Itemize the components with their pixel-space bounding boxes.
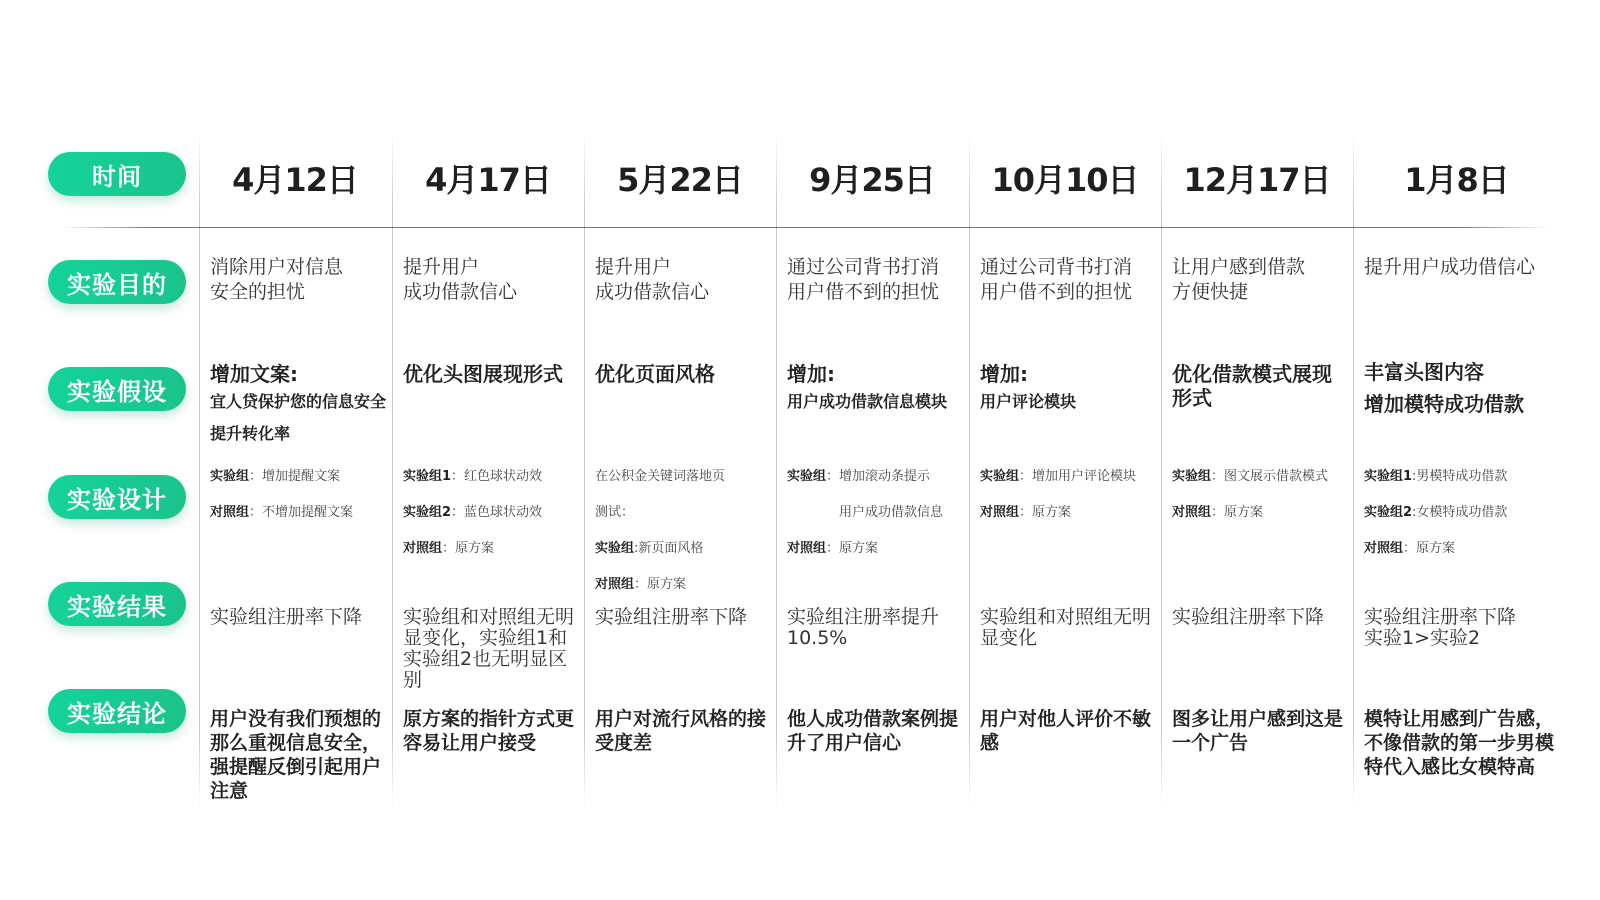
design-line: [403, 537, 494, 556]
design-line: [210, 465, 340, 484]
conclusion-text: 模特让用感到广告感，不像借款的第一步男模特代入感比女模特高: [1364, 708, 1555, 778]
design-group-text: ：图文展示借款模式: [1211, 469, 1329, 484]
purpose-text: 让用户感到借款 方便快捷: [1172, 256, 1306, 303]
row-label-time: 时间: [48, 152, 186, 196]
design-group-label: 实验组: [210, 469, 250, 484]
date-header: 1月8日: [1404, 161, 1509, 199]
conclusion-text: 用户没有我们预想的那么重视信息安全，强提醒反倒引起用户注意: [210, 708, 382, 802]
hypothesis-title: 丰富头图内容 增加模特成功借款: [1364, 360, 1524, 416]
design-group-label: 实验组2: [1364, 505, 1413, 520]
design-group-text: ：原方案: [826, 541, 879, 556]
design-line: [403, 501, 542, 520]
design-group-label: 对照组: [210, 505, 250, 520]
design-line: [787, 465, 930, 484]
column-divider: [392, 130, 393, 810]
design-group-label: 对照组: [1364, 541, 1404, 556]
design-line: [1172, 465, 1328, 484]
design-line: [980, 501, 1071, 520]
design-group-label: 实验组: [595, 541, 635, 556]
design-line: [1364, 537, 1455, 556]
purpose-text: 消除用户对信息 安全的担忧: [210, 256, 344, 303]
design-line: [980, 465, 1136, 484]
design-group-label: 对照组: [980, 505, 1020, 520]
design-group-label: 对照组: [595, 577, 635, 592]
purpose-text: 通过公司背书打消 用户借不到的担忧: [980, 256, 1133, 303]
design-group-text: ：原方案: [1019, 505, 1072, 520]
design-group-text: ：原方案: [1211, 505, 1264, 520]
design-group-text: ：蓝色球状动效: [451, 505, 543, 520]
hypothesis-title: 优化页面风格: [595, 362, 715, 386]
result-text: 实验组注册率提升10.5%: [787, 606, 940, 649]
column-divider: [1353, 130, 1354, 810]
design-line: [839, 501, 943, 520]
result-text: 实验组注册率下降: [210, 606, 363, 628]
design-group-label: 对照组: [787, 541, 827, 556]
result-text: 实验组和对照组无明显变化，实验组1和实验组2也无明显区别: [403, 606, 575, 691]
design-group-text: 测试：: [595, 505, 635, 520]
design-group-text: 用户成功借款信息: [839, 505, 944, 520]
conclusion-text: 他人成功借款案例提升了用户信心: [787, 708, 959, 754]
design-group-text: ：原方案: [1403, 541, 1456, 556]
hypothesis-title: 增加文案:: [210, 362, 298, 386]
date-header: 4月17日: [425, 161, 551, 199]
design-line: [595, 465, 725, 484]
design-group-text: ：增加提醒文案: [249, 469, 341, 484]
design-group-text: :新页面风格: [634, 541, 704, 556]
date-header: 9月25日: [809, 161, 935, 199]
row-label-hypothesis: 实验假设: [48, 367, 186, 411]
design-group-label: 实验组1: [1364, 469, 1413, 484]
hypothesis-title: 优化借款模式展现形式: [1172, 362, 1332, 410]
design-group-text: ：红色球状动效: [451, 469, 543, 484]
design-line: [595, 537, 703, 556]
design-group-text: ：增加用户评论模块: [1019, 469, 1137, 484]
date-header: 4月12日: [232, 161, 358, 199]
date-header: 5月22日: [617, 161, 743, 199]
result-text: 实验组注册率下降: [1172, 606, 1325, 628]
date-header: 10月10日: [991, 161, 1139, 199]
hypothesis-title: 优化头图展现形式: [403, 362, 563, 386]
design-group-text: :男模特成功借款: [1412, 469, 1508, 484]
hypothesis-detail: 用户评论模块: [980, 392, 1077, 411]
design-group-label: 实验组: [980, 469, 1020, 484]
conclusion-text: 用户对他人评价不敏感: [980, 708, 1152, 754]
design-group-label: 实验组: [787, 469, 827, 484]
result-text: 实验组注册率下降 实验1>实验2: [1364, 606, 1517, 649]
design-line: [595, 573, 686, 592]
design-group-text: :女模特成功借款: [1412, 505, 1508, 520]
purpose-text: 通过公司背书打消 用户借不到的担忧: [787, 256, 940, 303]
purpose-text: 提升用户 成功借款信心: [595, 256, 710, 303]
hypothesis-detail: 宜人贷保护您的信息安全 提升转化率: [210, 392, 387, 443]
row-label-purpose: 实验目的: [48, 260, 186, 304]
conclusion-text: 图多让用户感到这是一个广告: [1172, 708, 1344, 754]
conclusion-text: 用户对流行风格的接受度差: [595, 708, 767, 754]
purpose-text: 提升用户 成功借款信心: [403, 256, 518, 303]
design-group-label: 实验组1: [403, 469, 452, 484]
column-divider: [776, 130, 777, 810]
column-divider: [199, 130, 200, 810]
row-label-design: 实验设计: [48, 475, 186, 519]
design-line: [403, 465, 542, 484]
design-group-text: 在公积金关键词落地页: [595, 469, 726, 484]
design-line: [1172, 501, 1263, 520]
design-group-text: ：增加滚动条提示: [826, 469, 931, 484]
purpose-text: 提升用户成功借信心: [1364, 256, 1536, 278]
design-group-label: 对照组: [403, 541, 443, 556]
design-group-text: ：原方案: [442, 541, 495, 556]
design-group-label: 实验组2: [403, 505, 452, 520]
hypothesis-detail: 用户成功借款信息模块: [787, 392, 948, 411]
design-group-text: ：原方案: [634, 577, 687, 592]
header-divider: [60, 227, 1550, 228]
hypothesis-title: 增加:: [787, 362, 835, 386]
conclusion-text: 原方案的指针方式更容易让用户接受: [403, 708, 575, 754]
hypothesis-title: 增加:: [980, 362, 1028, 386]
column-divider: [1161, 130, 1162, 810]
column-divider: [969, 130, 970, 810]
row-label-result: 实验结果: [48, 582, 186, 626]
column-divider: [584, 130, 585, 810]
design-group-label: 对照组: [1172, 505, 1212, 520]
result-text: 实验组和对照组无明显变化: [980, 606, 1152, 649]
design-line: [210, 501, 353, 520]
design-line: [1364, 501, 1507, 520]
row-label-conclusion: 实验结论: [48, 689, 186, 733]
design-group-text: ：不增加提醒文案: [249, 505, 354, 520]
result-text: 实验组注册率下降: [595, 606, 748, 628]
date-header: 12月17日: [1183, 161, 1331, 199]
design-line: [787, 537, 878, 556]
design-line: [1364, 465, 1507, 484]
design-line: [595, 501, 634, 520]
design-group-label: 实验组: [1172, 469, 1212, 484]
